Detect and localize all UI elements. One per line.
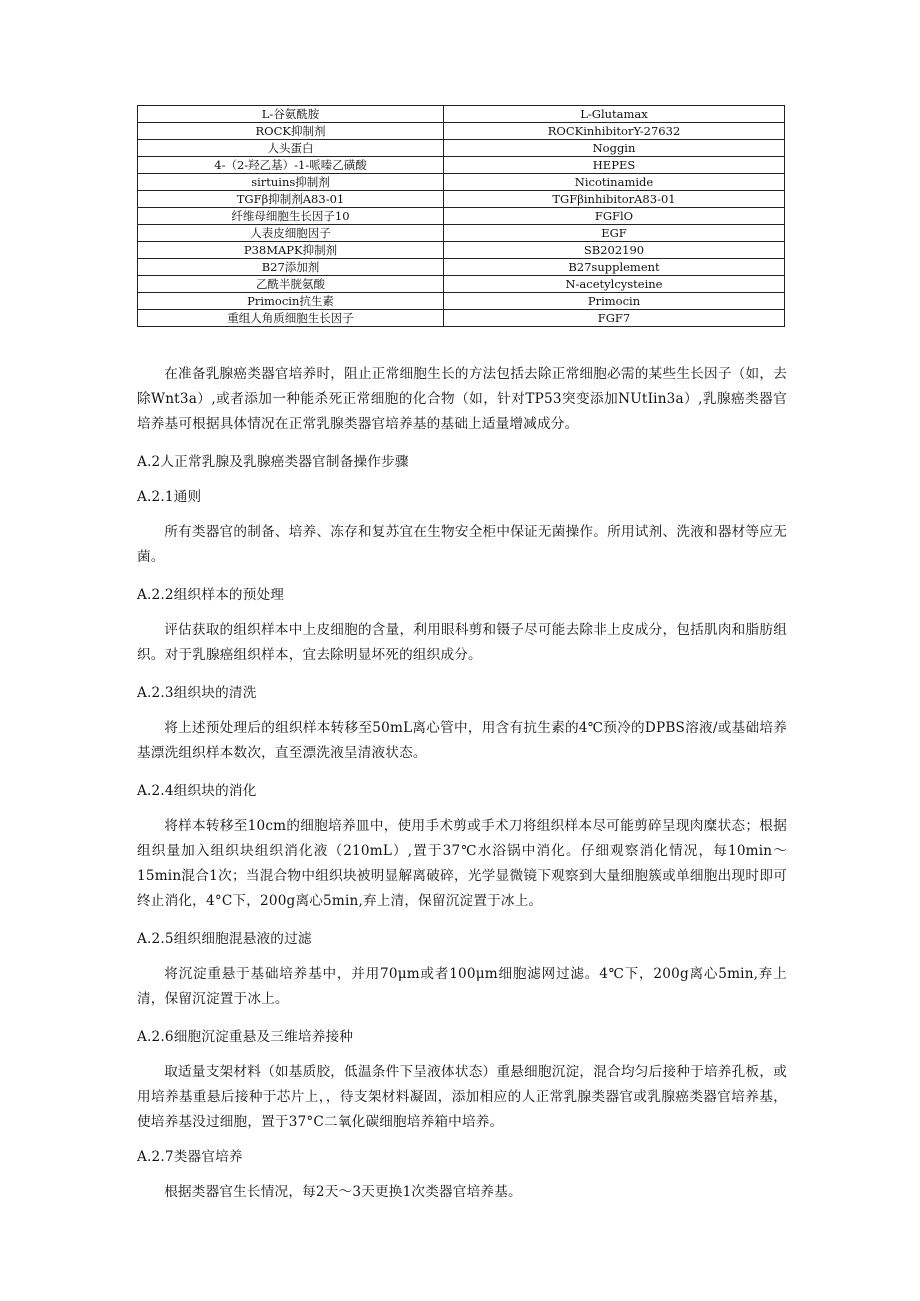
reagent-chinese-name: sirtuins抑制剂: [138, 174, 444, 191]
reagent-row: [138, 225, 785, 242]
reagent-row: [138, 259, 785, 276]
reagent-chinese-name: 人表皮细胞因子: [138, 225, 444, 242]
subsection-text: 取适量支架材料（如基质胶，低温条件下呈液体状态）重悬细胞沉淀，混合均匀后接种于培养孔板，或用培养基重悬后接种于芯片上，，待支架材料凝固，添加相应的人正常乳腺类器官或乳腺癌类器官培养基，使培养基没过细胞，置于37°C二氧化碳细胞培养箱中培养。: [137, 1064, 787, 1130]
reagent-row: [138, 293, 785, 310]
subsection-heading: A.2.4组织块的消化: [137, 783, 257, 799]
reagent-chinese-name: TGFβ抑制剂A83-01: [138, 191, 444, 208]
subsection-heading: A.2.1通则: [137, 489, 202, 505]
reagent-english-name: B27supplement: [444, 259, 785, 276]
reagent-english-name: ROCKinhibitorY-27632: [444, 123, 785, 140]
subsection-heading: A.2.2组织样本的预处理: [137, 587, 285, 603]
reagent-english-name: Primocin: [444, 293, 785, 310]
reagent-row: [138, 174, 785, 191]
section-heading: A.2人正常乳腺及乳腺癌类器官制备操作步骤: [137, 454, 409, 470]
subsection-text: 所有类器官的制备、培养、冻存和复苏宜在生物安全柜中保证无菌操作。所用试剂、洗液和器材等应无菌。: [137, 524, 787, 565]
reagent-english-name: L-Glutamax: [444, 106, 785, 123]
reagent-row: [138, 123, 785, 140]
reagent-row: [138, 310, 785, 327]
reagent-english-name: Noggin: [444, 140, 785, 157]
reagent-row: [138, 208, 785, 225]
reagent-english-name: N-acetylcysteine: [444, 276, 785, 293]
reagent-chinese-name: 重组人角质细胞生长因子: [138, 310, 444, 327]
reagent-english-name: Nicotinamide: [444, 174, 785, 191]
reagent-row: [138, 106, 785, 123]
reagent-chinese-name: L-谷氨酰胺: [138, 106, 444, 123]
reagent-chinese-name: 人头蛋白: [138, 140, 444, 157]
reagent-english-name: HEPES: [444, 157, 785, 174]
reagent-row: [138, 191, 785, 208]
reagent-chinese-name: 乙酰半胱氨酸: [138, 276, 444, 293]
subsection-text: 将上述预处理后的组织样本转移至50mL离心管中，用含有抗生素的4℃预冷的DPBS溶液/或基础培养基漂洗组织样本数次，直至漂洗液呈清液状态。: [137, 720, 787, 761]
reagent-row: [138, 276, 785, 293]
subsection-heading: A.2.3组织块的清洗: [137, 685, 257, 701]
reagent-english-name: FGF7: [444, 310, 785, 327]
reagent-chinese-name: 4-（2-羟乙基）-1-哌嗪乙磺酸: [138, 157, 444, 174]
reagent-english-name: TGFβinhibitorA83-01: [444, 191, 785, 208]
reagent-chinese-name: P38MAPK抑制剂: [138, 242, 444, 259]
document-body: [137, 362, 787, 1205]
reagent-english-name: SB202190: [444, 242, 785, 259]
reagent-table-body: [138, 106, 785, 327]
reagent-row: [138, 242, 785, 259]
subsection-heading: A.2.5组织细胞混悬液的过滤: [137, 931, 312, 947]
reagent-row: [138, 157, 785, 174]
reagent-chinese-name: Primocin抗生素: [138, 293, 444, 310]
subsection-heading: A.2.6细胞沉淀重悬及三维培养接种: [137, 1029, 354, 1045]
subsection-text: 将沉淀重悬于基础培养基中，并用70μm或者100μm细胞滤网过滤。4℃下，200g离心5min,弃上清，保留沉淀置于冰上。: [137, 966, 787, 1007]
subsection-text: 将样本转移至10cm的细胞培养皿中，使用手术剪或手术刀将组织样本尽可能剪碎呈现肉糜状态；根据组织量加入组织块组织消化液（210mL）,置于37℃水浴锅中消化。仔细观察消化情况，每10min～15min混合1次；当混合物中组织块被明显解离破碎，光学显微镜下观察到大量细胞簇或单细胞出现时即可终止消化，4°C下，200g离心5min,弃上清，保留沉淀置于冰上。: [137, 818, 787, 909]
reagent-chinese-name: B27添加剂: [138, 259, 444, 276]
subsection-heading: A.2.7类器官培养: [137, 1149, 243, 1165]
subsection-text: 根据类器官生长情况，每2天～3天更换1次类器官培养基。: [164, 1184, 522, 1200]
reagent-chinese-name: 纤维母细胞生长因子10: [138, 208, 444, 225]
reagent-english-name: FGFlO: [444, 208, 785, 225]
reagent-english-name: EGF: [444, 225, 785, 242]
reagent-row: [138, 140, 785, 157]
reagent-chinese-name: ROCK抑制剂: [138, 123, 444, 140]
intro-paragraph: 在准备乳腺癌类器官培养时，阻止正常细胞生长的方法包括去除正常细胞必需的某些生长因子（如，去除Wnt3a）,或者添加一种能杀死正常细胞的化合物（如，针对TP53突变添加NUtIin3a）,乳腺癌类器官培养基可根据具体情况在正常乳腺类器官培养基的基础上适量增减成分。: [137, 366, 787, 432]
reagent-table: [137, 105, 785, 327]
subsection-text: 评估获取的组织样本中上皮细胞的含量，利用眼科剪和镊子尽可能去除非上皮成分，包括肌肉和脂肪组织。对于乳腺癌组织样本，宜去除明显坏死的组织成分。: [137, 622, 787, 663]
